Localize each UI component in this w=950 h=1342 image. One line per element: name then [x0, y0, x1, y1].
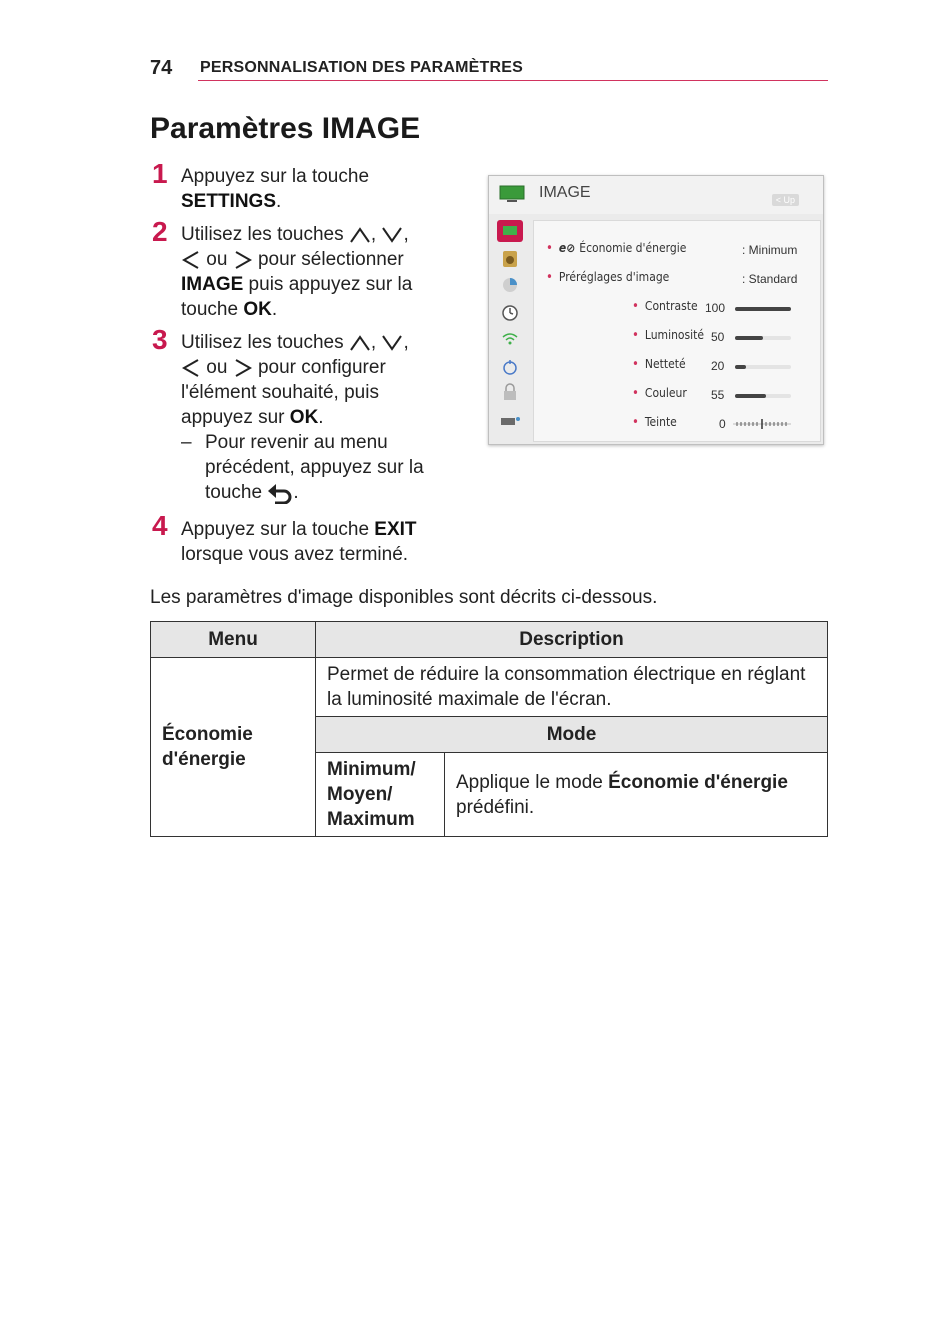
tv-sharpness-slider[interactable]	[735, 365, 791, 369]
table-header-description: Description	[316, 622, 828, 658]
table-menu-item: Économie d'énergie	[151, 658, 316, 837]
audio-category-icon[interactable]	[497, 248, 523, 270]
tv-nav-hint: < Up	[772, 194, 799, 206]
tv-contrast-value: 100	[705, 301, 726, 315]
tv-color-fill	[735, 394, 766, 398]
header-rule	[198, 80, 828, 81]
bullet-icon: •	[546, 270, 553, 285]
page-title: Paramètres IMAGE	[150, 112, 421, 145]
step-4-number: 4	[152, 510, 168, 541]
tv-row-sharpness[interactable]: • Netteté	[632, 357, 686, 372]
description-table	[150, 621, 828, 837]
left-arrow-icon	[181, 358, 201, 378]
tv-icon	[499, 185, 525, 203]
step-1-text: Appuyez sur la touche SETTINGS.	[181, 166, 370, 212]
tv-row-energy-saving[interactable]: • e⊘ Économie d'énergie	[546, 241, 687, 256]
tv-picture-mode-value: : Standard	[742, 272, 798, 286]
bullet-icon: •	[632, 328, 639, 343]
step-1-number: 1	[152, 158, 168, 189]
step-3-note: – Pour revenir au menu précédent, appuyez sur la touche .	[181, 432, 424, 503]
tv-brightness-fill	[735, 336, 763, 340]
table-mode-header: Mode	[316, 717, 828, 753]
bullet-icon: •	[632, 415, 639, 430]
table-header-menu: Menu	[151, 622, 316, 658]
table-mode-values: Minimum/ Moyen/ Maximum	[316, 753, 445, 837]
step-4-text: Appuyez sur la touche EXIT lorsque vous avez terminé.	[181, 519, 417, 565]
tv-menu-header	[489, 176, 823, 214]
intro-text: Les paramètres d'image disponibles sont décrits ci-dessous.	[150, 587, 658, 608]
note-dash: –	[181, 432, 192, 453]
step-3-text: Utilisez les touches , , ou pour configurer l'élément souhaité, puis appuyez sur OK.	[181, 332, 409, 428]
tv-row-tint[interactable]: • Teinte	[632, 415, 677, 430]
left-arrow-icon	[181, 250, 201, 270]
step-2-number: 2	[152, 216, 168, 247]
tv-contrast-fill	[735, 307, 791, 311]
tv-brightness-slider[interactable]	[735, 336, 791, 340]
network-category-icon[interactable]	[497, 328, 523, 350]
page-number: 74	[150, 57, 173, 79]
tv-color-value: 55	[711, 388, 725, 402]
tv-brightness-value: 50	[711, 330, 725, 344]
tv-menu-sidebar	[493, 216, 527, 441]
tv-menu-content	[533, 220, 821, 442]
tv-tint-value: 0	[719, 417, 726, 431]
tv-row-color[interactable]: • Couleur	[632, 386, 687, 401]
picture-category-icon[interactable]	[497, 220, 523, 242]
down-arrow-icon	[381, 334, 403, 352]
right-arrow-icon	[233, 250, 253, 270]
options-category-icon[interactable]	[497, 356, 523, 378]
settings-key: SETTINGS	[181, 191, 277, 212]
tv-menu-title: IMAGE	[539, 184, 591, 201]
tv-sharpness-fill	[735, 365, 746, 369]
channels-category-icon[interactable]	[497, 274, 523, 296]
tv-tint-slider[interactable]	[731, 418, 793, 430]
step-2-text: Utilisez les touches , , ou pour sélectionner IMAGE puis appuyez sur la touche OK.	[181, 224, 413, 320]
tv-row-picture-mode[interactable]: • Préréglages d'image	[546, 270, 670, 285]
up-arrow-icon	[349, 226, 371, 244]
tv-energy-value: : Minimum	[742, 243, 798, 257]
time-category-icon[interactable]	[497, 302, 523, 324]
section-title: PERSONNALISATION DES PARAMÈTRES	[200, 59, 523, 76]
image-keyword: IMAGE	[181, 274, 244, 295]
bullet-icon: •	[632, 299, 639, 314]
bullet-icon: •	[632, 386, 639, 401]
bullet-icon: •	[546, 241, 553, 256]
step-3-number: 3	[152, 324, 168, 355]
bullet-icon: •	[632, 357, 639, 372]
back-icon	[267, 482, 293, 504]
input-category-icon[interactable]	[497, 410, 523, 432]
right-arrow-icon	[233, 358, 253, 378]
exit-key: EXIT	[374, 519, 417, 540]
lock-category-icon[interactable]	[497, 382, 523, 404]
tv-menu-screenshot	[488, 175, 824, 445]
tv-row-contrast[interactable]: • Contraste	[632, 299, 698, 314]
tv-contrast-slider[interactable]	[735, 307, 791, 311]
table-description-text: Permet de réduire la consommation électrique en réglant la luminosité maximale de l'écran.	[316, 658, 828, 717]
table-mode-description: Applique le mode Économie d'énergie prédéfini.	[445, 753, 828, 837]
up-arrow-icon	[349, 334, 371, 352]
tv-color-slider[interactable]	[735, 394, 791, 398]
tv-row-brightness[interactable]: • Luminosité	[632, 328, 705, 343]
ok-key: OK	[243, 299, 272, 320]
tv-sharpness-value: 20	[711, 359, 725, 373]
down-arrow-icon	[381, 226, 403, 244]
eco-icon: e⊘	[558, 241, 576, 255]
ok-key: OK	[289, 407, 319, 428]
